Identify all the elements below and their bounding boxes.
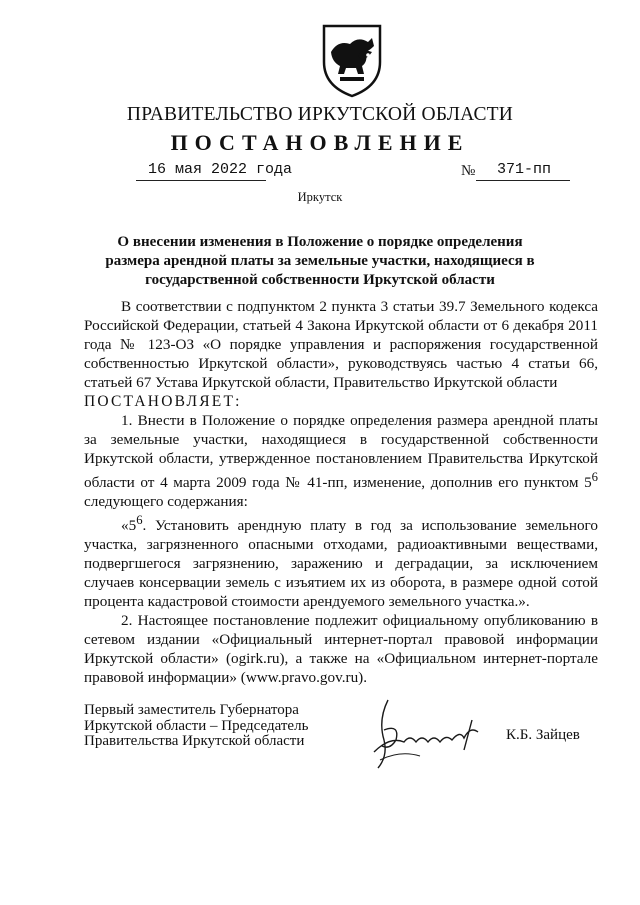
preamble: В соответствии с подпунктом 2 пункта 3 статьи 39.7 Земельного кодекса Российской Федерации, статьей 4 Закона Иркутской области от 6 декабря 2011 года № 123-ОЗ «О порядке управления и распоряжения государственной собственностью Иркутской области», руководствуясь частью 4 статьи 66, статьей 67 Устава Иркутской области, Правительство Иркутской области [84,298,598,391]
document-body [84,297,598,687]
city: Иркутск [297,190,343,204]
document-number: 371-пп [497,161,552,178]
signatory-name: К.Б. Зайцев [506,727,580,743]
item-1: 1. Внести в Положение о порядке определения размера арендной платы за земельные участки, находящиеся в государственной собственности Иркутской области, утвержденное постановлением Правительства Иркутской области от 4 марта 2009 года № 41-пп, изменение, дополнив его пунктом $5^6$ следующего содержания: [84,412,598,511]
coat-of-arms-icon [318,22,386,98]
document-date: 16 мая 2022 года [148,161,293,178]
document-type: ПОСТАНОВЛЕНИЕ [170,130,470,155]
item-2: 2. Настоящее постановление подлежит официальному опубликованию в сетевом издании «Официальный интернет-портал правовой информации Иркутской области» (ogirk.ru), а также на «Официальном интернет-портале правовой информации» (www.pravo.gov.ru). [84,612,598,687]
number-underline [476,180,570,181]
handwritten-signature [360,690,500,780]
date-underline [136,180,266,181]
amendment-quote: «$5^6$. Установить арендную плату в год за использование земельного участка, загрязненного опасными отходами, радиоактивными веществами, подвергшегося загрязнению, заражению и деградации, за исключением случаев консервации земель с изъятием их из оборота, в размере одной сотой процента кадастровой стоимости арендуемого земельного участка.». [84,513,598,611]
government-name: ПРАВИТЕЛЬСТВО ИРКУТСКОЙ ОБЛАСТИ [126,104,514,125]
signatory-position: Первый заместитель Губернатора Иркутской области – Председатель Правительства Иркутской области [84,702,309,749]
number-sign: № [461,163,476,179]
document-title: О внесении изменения в Положение о порядке определения размера арендной платы за земельные участки, находящиеся в государственной собственности Иркутской области [105,234,535,288]
resolves-heading: ПОСТАНОВЛЯЕТ: [84,393,242,410]
